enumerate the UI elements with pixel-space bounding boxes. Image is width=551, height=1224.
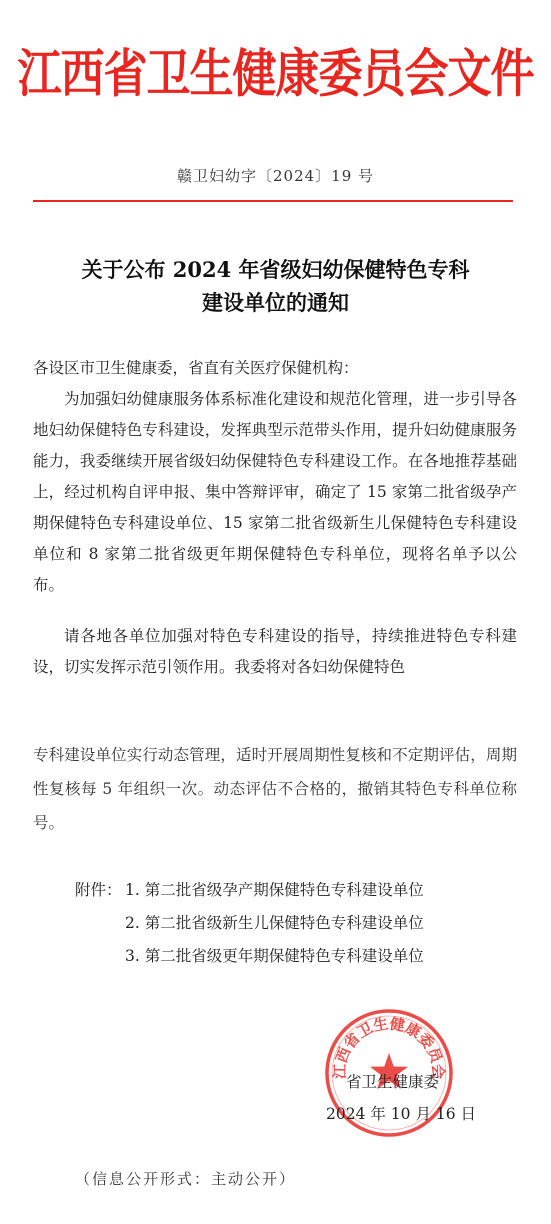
- signatory-organization: 省卫生健康委: [346, 1073, 440, 1091]
- notice-title-line-2: 建设单位的通知: [202, 290, 349, 315]
- signature-date: 2024 年 10 月 16 日: [326, 1105, 477, 1123]
- document-number: 赣卫妇幼字〔2024〕19 号: [176, 167, 375, 185]
- body-paragraph-2-continued-text: 专科建设单位实行动态管理，适时开展周期性复核和不定期评估，周期性复核每 5 年组织一次。动态评估不合格的，撤销其特色专科单位称号。: [33, 746, 517, 832]
- attachment-item: [75, 874, 424, 907]
- body-paragraph-1: [33, 384, 517, 601]
- attachment-item: [75, 907, 424, 940]
- notice-title: [20, 253, 531, 319]
- body-paragraph-2-text: 请各地各单位加强对特色专科建设的指导，持续推进特色专科建设，切实发挥示范引领作用。我委将对各妇幼保健特色: [33, 627, 517, 676]
- seal-text: 江西省卫生健康委员会: [330, 1014, 448, 1080]
- salutation-text: 各设区市卫生健康委，省直有关医疗保健机构：: [33, 359, 359, 377]
- notice-title-line-1: 关于公布 2024 年省级妇幼保健特色专科: [81, 257, 470, 282]
- body-paragraph-1-text: 为加强妇幼健康服务体系标准化建设和规范化管理，进一步引导各地妇幼保健特色专科建设，发挥典型示范带头作用，提升妇幼健康服务能力，我委继续开展省级妇幼保健特色专科建设工作。在各地推荐基础上，经过机构自评申报、集中答辩评审，确定了 15 家第二批省级孕产期保健特色专科建设单位、15 家第二批省级新生儿保健特色专科建设单位和 8 家第二批省级更年期保健特色专科单位，现将名单予以公布。: [33, 390, 517, 594]
- salutation: [33, 353, 517, 384]
- attachment-item: [75, 940, 424, 973]
- disclosure-note: （信息公开形式：主动公开）: [75, 1170, 297, 1188]
- masthead-title: 江西省卫生健康委员会文件: [17, 44, 534, 105]
- attachment-item-text: 1. 第二批省级孕产期保健特色专科建设单位: [125, 881, 424, 899]
- red-divider-line: [33, 200, 513, 202]
- body-paragraph-2-continued: [33, 738, 517, 840]
- attachment-item-text: 2. 第二批省级新生儿保健特色专科建设单位: [125, 914, 424, 932]
- attachments-lead: 附件：: [75, 881, 122, 899]
- attachments-list: [75, 874, 424, 973]
- attachment-item-text: 3. 第二批省级更年期保健特色专科建设单位: [125, 947, 424, 965]
- body-paragraph-2: [33, 621, 517, 683]
